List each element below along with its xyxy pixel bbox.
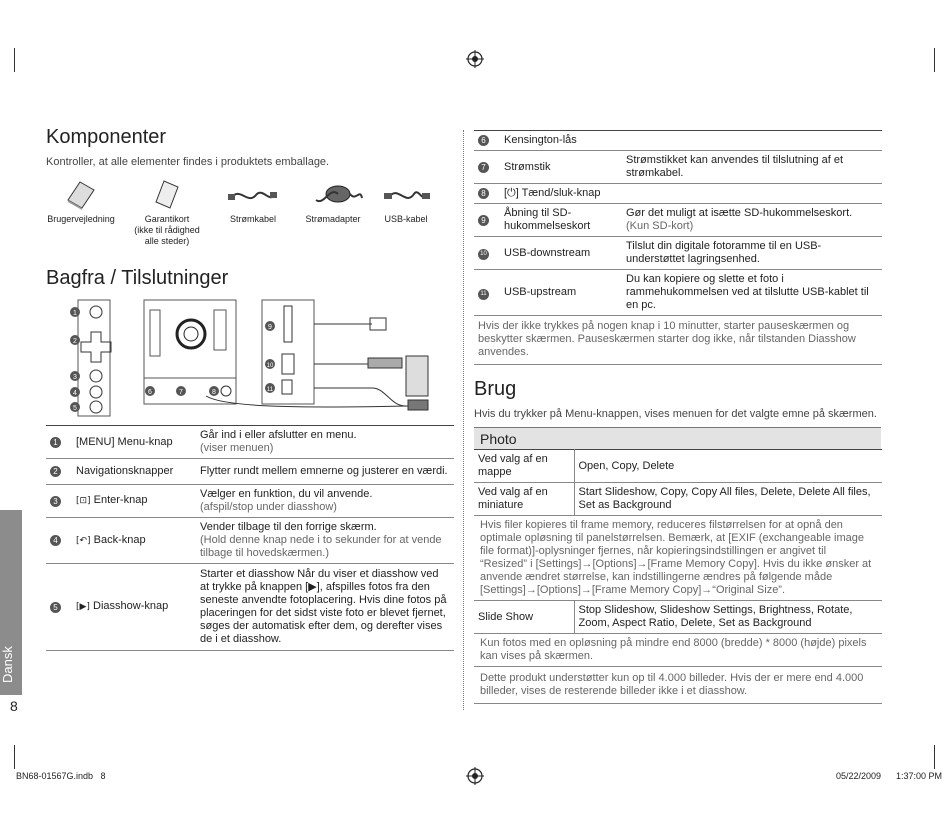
number-badge: 1: [50, 437, 61, 448]
control-note: (viser menuen): [200, 442, 274, 454]
port-name: USB-downstream: [500, 237, 622, 270]
table-row: [474, 667, 882, 704]
pause-note: Hvis der ikke trykkes på nogen knap i 10 minutter, starter pauseskærmen og beskytter skærmen. Pauseskærmen starter dog ikke, når tilstanden Diasshow anvendes.: [474, 316, 882, 365]
table-row: [474, 131, 882, 151]
number-badge: 7: [478, 162, 489, 173]
table-row: [474, 270, 882, 316]
control-name: Navigationsknapper: [72, 459, 196, 485]
bagfra-title: Bagfra / Tilslutninger: [46, 267, 229, 289]
port-name: Kensington-lås: [500, 131, 882, 151]
number-badge: 9: [478, 215, 489, 226]
power-adapter-icon: [314, 180, 364, 208]
enter-key-icon: [⊡]: [76, 496, 91, 506]
table-row: [474, 634, 882, 667]
port-desc: Gør det muligt at isætte SD-hukommelseskort.: [626, 207, 853, 219]
registration-mark-icon: [466, 50, 484, 68]
control-name: Diasshow-knap: [93, 600, 169, 612]
menu-context: Slide Show: [474, 601, 574, 634]
brug-title: Brug: [474, 378, 517, 400]
crop-mark: [934, 745, 935, 769]
power-cable-icon: [228, 185, 278, 207]
menu-context: Ved valg af en miniature: [474, 483, 574, 516]
control-desc: Starter et diasshow Når du viser et diasshow ved at trykke på knappen [▶], afspilles fotos fra den seneste anvendte fotoplacering. Hvis dine fotos på placeringen for det sidst viste foto er blevet fjernet, søges der automatisk efter dem, og derefter vises de i et diasshow.: [196, 564, 454, 651]
warranty-card-icon: [150, 178, 184, 210]
component-power-adapter: [292, 214, 374, 225]
port-name: Strømstik: [500, 151, 622, 184]
table-row: [46, 485, 454, 518]
crop-mark: [934, 48, 935, 72]
ports-table: [474, 130, 882, 365]
footer-date: 05/22/2009: [836, 771, 882, 781]
table-row: [46, 459, 454, 485]
resolution-note: Kun fotos med en opløsning på mindre end 8000 (bredde) * 8000 (højde) pixels kan vises på skærmen.: [474, 634, 882, 667]
table-row: [46, 518, 454, 564]
controls-table: [46, 425, 454, 651]
component-manual: [38, 214, 124, 225]
svg-text:11: 11: [266, 387, 274, 393]
component-label: Strømkabel: [229, 214, 276, 224]
port-desc: Tilslut din digitale fotoramme til en USB-understøttet lagringsenhed.: [622, 237, 882, 270]
footer-file: BN68-01567G.indb 8: [16, 771, 106, 781]
footer-time: 1:37:00 PM: [896, 771, 943, 781]
number-badge: 10: [478, 249, 489, 260]
page-number: 8: [10, 698, 18, 714]
komponenter-subtitle: Kontroller, at alle elementer findes i produktets emballage.: [46, 156, 330, 168]
control-name: [MENU] Menu-knap: [72, 426, 196, 459]
control-name: Enter-knap: [93, 494, 148, 506]
menu-options: Stop Slideshow, Slideshow Settings, Brightness, Rotate, Zoom, Aspect Ratio, Delete, Set as Background: [574, 601, 882, 634]
svg-text:3: 3: [73, 374, 77, 381]
table-row: [474, 316, 882, 365]
photo-header: Photo: [474, 427, 881, 449]
brug-subtitle: Hvis du trykker på Menu-knappen, vises menuen for det valgte emne på skærmen.: [474, 408, 877, 420]
number-badge: 8: [478, 188, 489, 199]
port-desc: Du kan kopiere og slette et foto i rammehukommelsen ved at tilslutte USB-kablet til en pc.: [622, 270, 882, 316]
registration-mark-icon: [466, 767, 484, 785]
control-name: Back-knap: [93, 533, 146, 546]
number-badge: 3: [50, 496, 61, 507]
component-power-cable: [212, 214, 294, 225]
column-divider: [463, 130, 464, 710]
copy-note: Hvis filer kopieres til frame memory, reduceres filstørrelsen for at opnå den optimale opløsning til panelstørrelsen. Bemærk, at [EXIF (exchangeable image file format)]-oplysninger fjernes, når kopieringsindstillingen er angivet til “Resized” i [Settings]→[Options]→[Frame Memory Copy]. Hvis du ikke ønsker at anvende ændret størrelse, kan indstillingerne ændres på følgende måde [Settings]→[Options]→[Frame Memory Copy]→“Original Size”.: [474, 516, 882, 601]
table-row: [474, 184, 882, 204]
svg-text:4: 4: [73, 390, 77, 397]
port-name: Åbning til SD-hukommelseskort: [500, 204, 622, 237]
control-note: (afspil/stop under diasshow): [200, 501, 337, 513]
svg-text:2: 2: [73, 338, 77, 345]
number-badge: 6: [478, 135, 489, 146]
number-badge: 5: [50, 602, 61, 613]
table-row: [474, 237, 882, 270]
table-row: [474, 483, 882, 516]
component-warranty: [124, 214, 210, 247]
component-sublabel: (ikke til rådighed alle steder): [134, 225, 200, 246]
komponenter-title: Komponenter: [46, 126, 167, 148]
number-badge: 4: [50, 535, 61, 546]
menu-context: Ved valg af en mappe: [474, 450, 574, 483]
control-desc: Vælger en funktion, du vil anvende.: [200, 488, 373, 500]
table-row: [46, 426, 454, 459]
control-desc: Vender tilbage til den forrige skærm.: [200, 521, 377, 533]
menu-options: Start Slideshow, Copy, Copy All files, Delete, Delete All files, Set as Background: [574, 483, 882, 516]
slideshow-key-icon: [▶]: [76, 602, 90, 612]
port-name: USB-upstream: [500, 270, 622, 316]
control-desc: Går ind i eller afslutter en menu.: [200, 429, 357, 441]
table-row: [474, 450, 882, 483]
component-label: Strømadapter: [305, 214, 361, 224]
component-label: USB-kabel: [384, 214, 428, 224]
control-desc: Flytter rundt mellem emnerne og justerer en værdi.: [196, 459, 454, 485]
svg-text:1: 1: [73, 310, 77, 317]
port-desc: Strømstikket kan anvendes til tilslutning af et strømkabel.: [622, 151, 882, 184]
limit-note: Dette produkt understøtter kun op til 4.000 billeder. Hvis der er mere end 4.000 billeder, vises de resterende billeder ikke i et diasshow.: [474, 667, 882, 704]
menu-options: Open, Copy, Delete: [574, 450, 882, 483]
manual-icon: [64, 178, 98, 210]
table-row: [46, 564, 454, 651]
number-badge: 11: [478, 289, 489, 300]
svg-text:6: 6: [148, 389, 152, 396]
component-label: Garantikort: [144, 214, 190, 224]
port-name: [⏻] Tænd/sluk-knap: [500, 184, 882, 204]
number-badge: 2: [50, 466, 61, 477]
back-key-icon: [↶]: [76, 535, 91, 546]
component-label: Brugervejledning: [47, 214, 115, 224]
control-note: (Hold denne knap nede i to sekunder for at vende tilbage til hovedskærmen.): [200, 534, 442, 559]
table-row: [474, 151, 882, 184]
back-panel-diagram: [66, 296, 446, 420]
crop-mark: [14, 48, 15, 72]
svg-text:8: 8: [212, 389, 216, 396]
svg-text:7: 7: [179, 389, 183, 396]
table-row: [474, 204, 882, 237]
svg-text:5: 5: [73, 405, 77, 412]
photo-menu-table: [474, 449, 882, 704]
component-usb-cable: [370, 214, 442, 225]
port-note: (Kun SD-kort): [626, 220, 694, 232]
language-label: Dansk: [0, 646, 15, 684]
table-row: [474, 516, 882, 601]
svg-text:9: 9: [268, 324, 272, 331]
crop-mark: [14, 745, 15, 769]
table-row: [474, 601, 882, 634]
usb-cable-icon: [384, 186, 430, 206]
svg-text:10: 10: [266, 363, 274, 369]
